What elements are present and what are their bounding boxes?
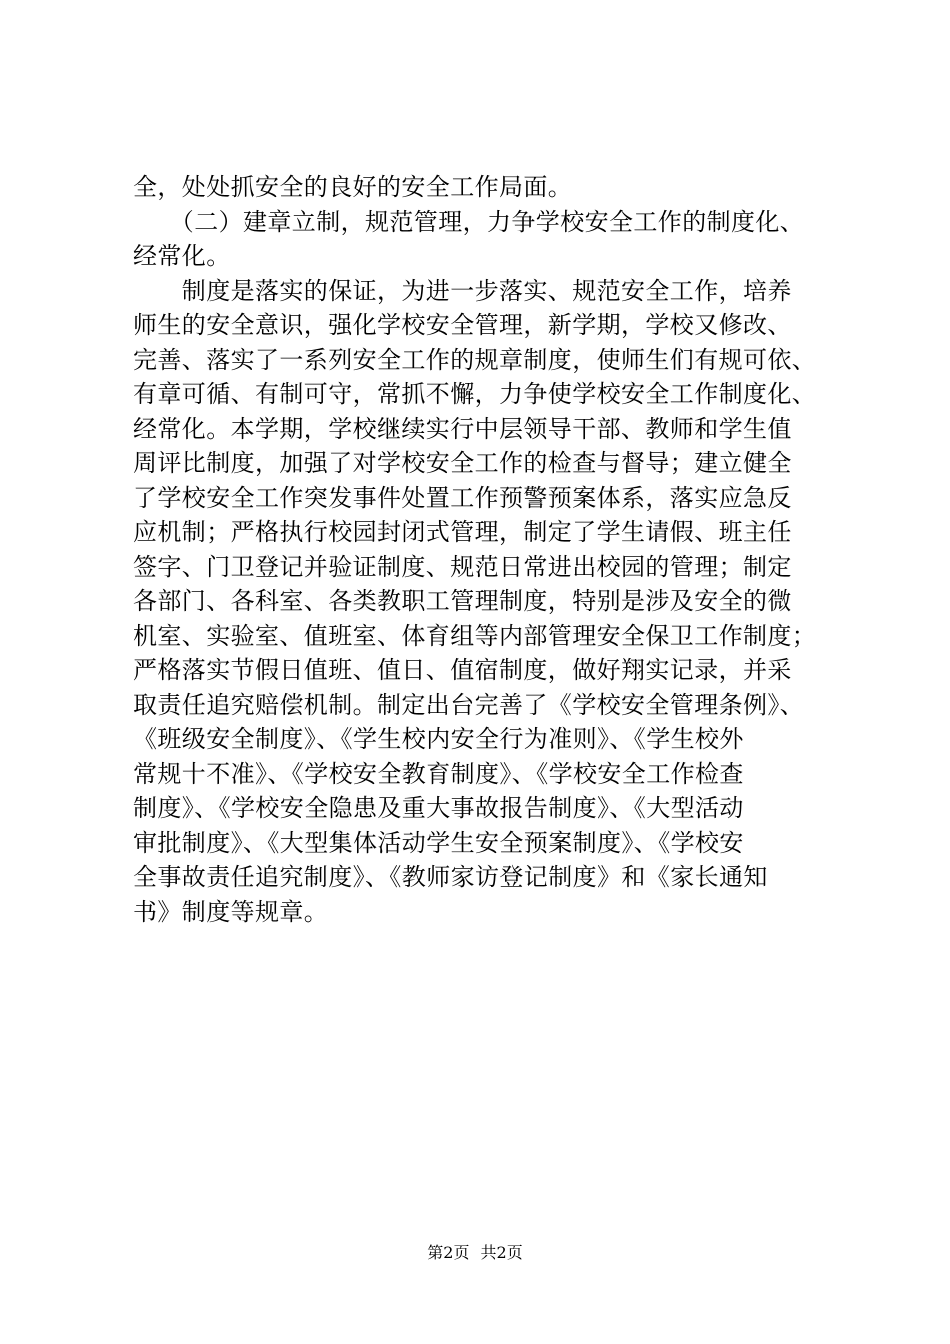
- text-line: 师生的安全意识，强化学校安全管理，新学期，学校又修改、: [133, 311, 792, 339]
- text-line: 严格落实节假日值班、值日、值宿制度，做好翔实记录，并采: [133, 656, 792, 684]
- text-line: 《班级安全制度》、《学生校内安全行为准则》、《学生校外: [133, 725, 744, 753]
- text-line: 全，处处抓安全的良好的安全工作局面。: [133, 173, 573, 201]
- text-line: 机室、实验室、值班室、体育组等内部管理安全保卫工作制度；: [133, 621, 817, 650]
- text-line: 有章可循、有制可守，常抓不懈，力争使学校安全工作制度化、: [133, 380, 817, 408]
- page-total: 共2页: [480, 1243, 523, 1262]
- text-line: 书》制度等规章。: [133, 897, 329, 926]
- page-number: 第2页: [427, 1243, 470, 1262]
- section-heading: （二）建章立制，规范管理，力争学校安全工作的制度化、: [133, 207, 805, 236]
- text-line: 经常化。本学期，学校继续实行中层领导干部、教师和学生值: [133, 414, 792, 443]
- body-text: [133, 170, 853, 929]
- text-line: 制度是落实的保证，为进一步落实、规范安全工作，培养: [133, 276, 792, 305]
- text-line: 常规十不准》、《学校安全教育制度》、《学校安全工作检查: [133, 759, 744, 788]
- text-line: 了学校安全工作突发事件处置工作预警预案体系，落实应急反: [133, 483, 792, 512]
- text-line: 经常化。: [133, 242, 231, 270]
- text-line: 周评比制度，加强了对学校安全工作的检查与督导；建立健全: [133, 449, 792, 477]
- text-line: 取责任追究赔偿机制。制定出台完善了《学校安全管理条例》、: [133, 690, 805, 719]
- page-footer: [0, 1243, 950, 1263]
- text-line: 应机制；严格执行校园封闭式管理，制定了学生请假、班主任: [133, 518, 792, 546]
- text-line: 完善、落实了一系列安全工作的规章制度，使师生们有规可依、: [133, 345, 817, 374]
- text-line: 审批制度》、《大型集体活动学生安全预案制度》、《学校安: [133, 828, 744, 857]
- text-line: 制度》、《学校安全隐患及重大事故报告制度》、《大型活动: [133, 794, 744, 822]
- text-line: 签字、门卫登记并验证制度、规范日常进出校园的管理；制定: [133, 552, 792, 581]
- text-line: 全事故责任追究制度》、《教师家访登记制度》和《家长通知: [133, 863, 768, 891]
- text-line: 各部门、各科室、各类教职工管理制度，特别是涉及安全的微: [133, 587, 792, 615]
